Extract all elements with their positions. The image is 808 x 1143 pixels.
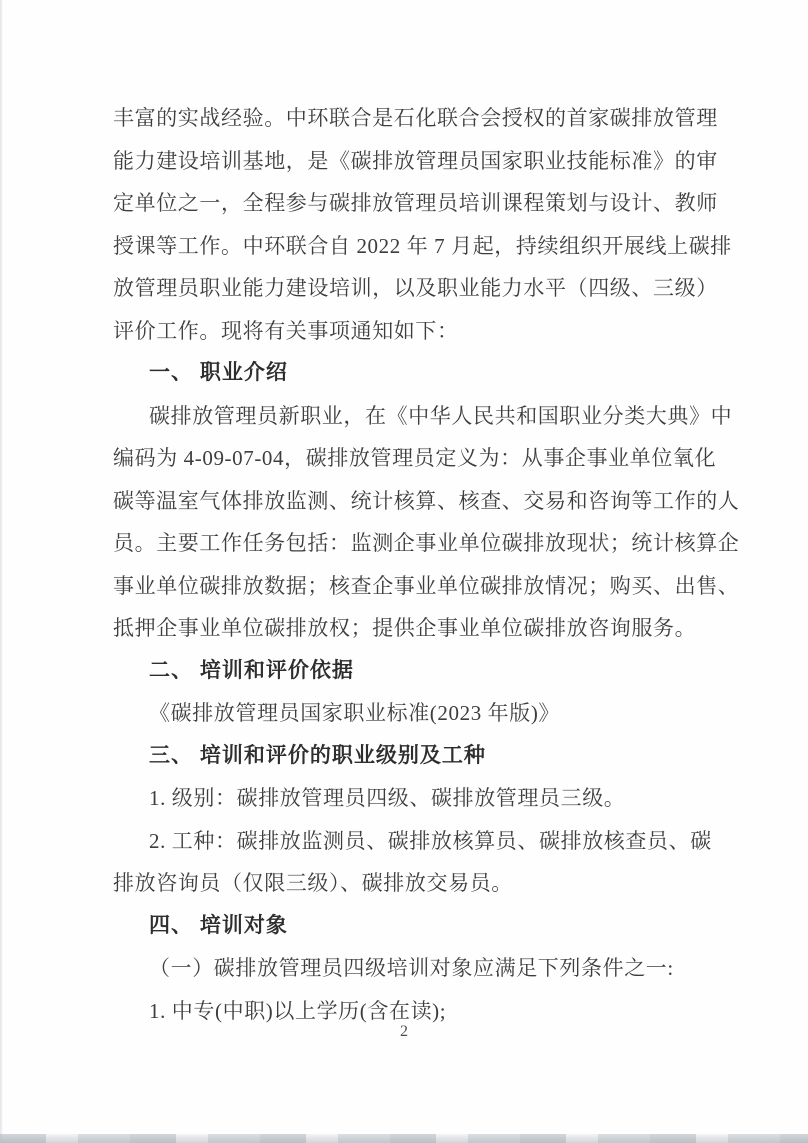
scan-edge-artifact-bottom: [0, 1134, 808, 1143]
doc-line: 丰富的实战经验。中环联合是石化联合会授权的首家碳排放管理: [113, 106, 718, 130]
heading-section-1: 一、 职业介绍: [149, 361, 288, 384]
heading-section-4: 四、 培训对象: [149, 913, 288, 937]
doc-line: 2. 工种：碳排放监测员、碳排放核算员、碳排放核查员、碳: [149, 828, 712, 853]
doc-line: 评价工作。现将有关事项通知如下：: [113, 318, 459, 343]
doc-line: 1. 级别：碳排放管理员四级、碳排放管理员三级。: [149, 786, 626, 810]
page-number: 2: [400, 1023, 408, 1040]
doc-line: 《碳排放管理员国家职业标准(2023 年版)》: [149, 701, 561, 725]
heading-section-2: 二、 培训和评价依据: [149, 658, 354, 682]
doc-line: 放管理员职业能力建设培训，以及职业能力水平（四级、三级）: [113, 276, 718, 300]
doc-line: 能力建设培训基地，是《碳排放管理员国家职业技能标准》的审: [113, 148, 718, 173]
scan-edge-artifact-left: [0, 0, 3, 1143]
doc-line: 员。主要工作任务包括：监测企事业单位碳排放现状；统计核算企: [113, 531, 740, 555]
doc-line: 定单位之一，全程参与碳排放管理员培训课程策划与设计、教师: [113, 191, 718, 215]
doc-line: 排放咨询员（仅限三级）、碳排放交易员。: [113, 871, 513, 895]
doc-line: 1. 中专(中职)以上学历(含在读);: [149, 998, 447, 1023]
doc-line: 编码为 4-09-07-04，碳排放管理员定义为：从事企事业单位氧化: [113, 446, 717, 470]
doc-line: 事业单位碳排放数据；核查企事业单位碳排放情况；购买、出售、: [113, 573, 740, 598]
doc-line: 碳排放管理员新职业，在《中华人民共和国职业分类大典》中: [149, 403, 733, 428]
doc-line: 碳等温室气体排放监测、统计核算、核查、交易和咨询等工作的人: [113, 488, 740, 513]
doc-line: 授课等工作。中环联合自 2022 年 7 月起，持续组织开展线上碳排: [113, 233, 732, 258]
document-body: [113, 97, 740, 1032]
doc-line: 抵押企事业单位碳排放权；提供企事业单位碳排放咨询服务。: [113, 616, 697, 640]
doc-line: （一）碳排放管理员四级培训对象应满足下列条件之一:: [149, 956, 674, 980]
heading-section-3: 三、 培训和评价的职业级别及工种: [149, 743, 486, 767]
